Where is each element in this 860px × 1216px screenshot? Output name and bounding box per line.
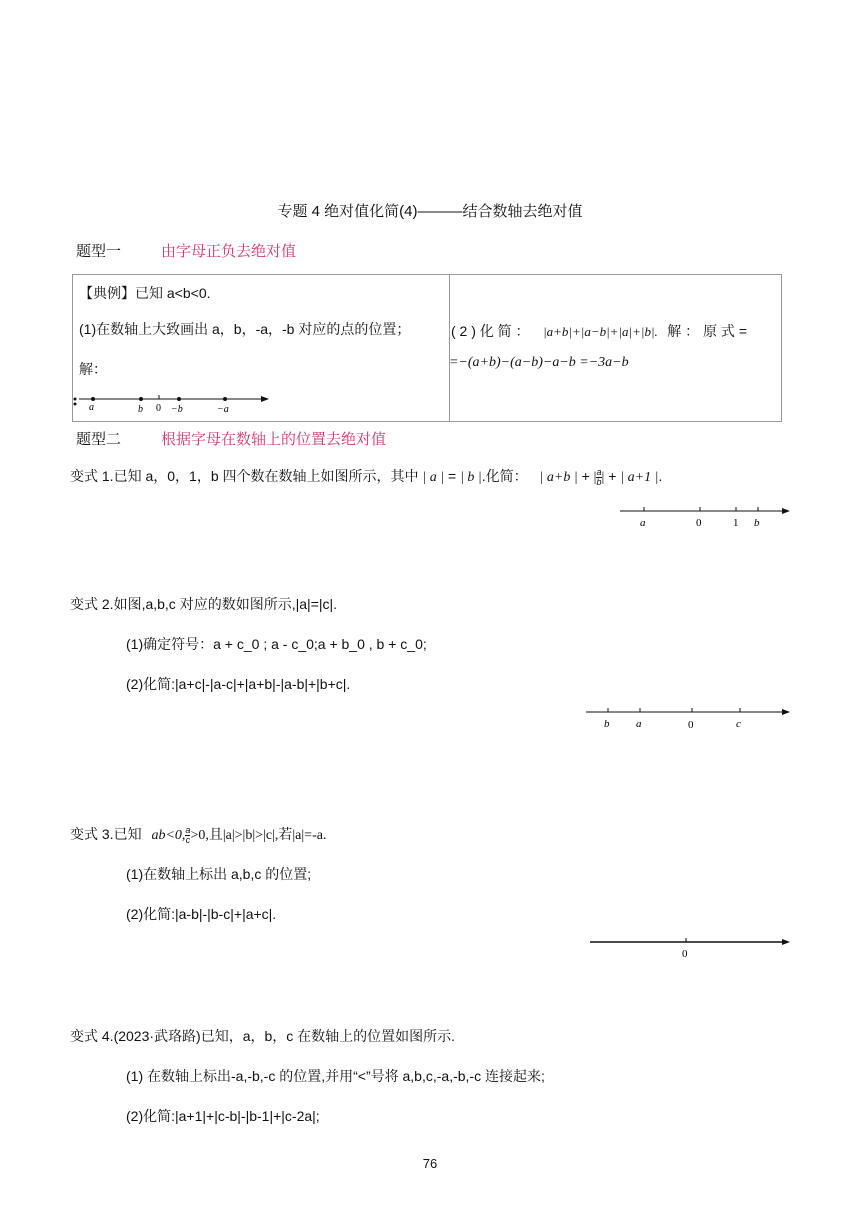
label-a: a	[640, 517, 646, 529]
variant-3-q1: (1)在数轴上标出 a,b,c 的位置;	[126, 866, 312, 882]
label-b: b	[754, 517, 760, 529]
v3-text-a: 变式 3.已知	[70, 826, 142, 842]
v1-period: .	[658, 468, 663, 484]
number-line-v3	[590, 934, 792, 962]
v1-expr-3: | a+1 |	[620, 470, 659, 485]
axis-arrow	[782, 508, 790, 514]
example-line-1: 【典例】已知 a<b<0.	[79, 285, 211, 301]
label-c: c	[736, 718, 741, 730]
example-line-2: (1)在数轴上大致画出 a，b，-a，-b 对应的点的位置；	[79, 321, 411, 337]
axis-arrow	[782, 709, 790, 715]
section-text: 根据字母在数轴上的位置去绝对值	[161, 431, 387, 448]
v1-expr-1: | a+b |	[539, 470, 578, 485]
v1-text-b: .化简：	[481, 468, 528, 484]
axis-dot	[74, 403, 77, 406]
example-right-line-1	[451, 321, 775, 341]
variant-3-text	[70, 824, 326, 845]
axis-arrow	[782, 939, 790, 945]
point-neg-a	[223, 397, 227, 401]
frac-denominator: b	[596, 476, 602, 487]
label-zero: 0	[156, 403, 161, 414]
section-label: 题型二	[76, 431, 122, 448]
point-b	[139, 397, 143, 401]
box-divider	[449, 275, 450, 421]
v3-expr-ab: ab<0,	[151, 828, 186, 843]
label-b: b	[604, 718, 610, 730]
v1-plus: +	[608, 468, 617, 484]
right-expr: |a+b|+|a−b|+|a|+|b|.	[543, 324, 658, 339]
variant-1-text: 变式 1.已知 a，0，1，b 四个数在数轴上如图所示，其中 | a | = | b |.化简： | a+b | + | $\frac{a}{b}$ | + | a+1 |.	[70, 466, 663, 487]
v1-eq: =	[447, 468, 457, 484]
frac-denominator: c	[185, 834, 191, 845]
section-label: 题型一	[76, 243, 122, 260]
variant-2-q1: (1)确定符号：a + c_0 ; a - c_0;a + b_0 , b + c_0;	[126, 636, 427, 652]
label-one: 1	[733, 517, 739, 529]
frac-numerator: a	[185, 824, 191, 835]
section-heading-2	[76, 428, 386, 449]
label-zero: 0	[688, 719, 694, 731]
label-zero: 0	[696, 517, 702, 529]
label-a: a	[89, 402, 94, 413]
point-a	[91, 397, 95, 401]
section-heading-1	[76, 240, 296, 261]
variant-4-q1: (1) 在数轴上标出-a,-b,-c 的位置,并用“<”号将 a,b,c,-a,-b,-c 连接起来;	[126, 1068, 545, 1084]
right-prefix: ( 2 ) 化 简 ：	[451, 323, 530, 339]
v1-text-a: 变式 1.已知 a，0，1，b 四个数在数轴上如图所示，其中	[70, 468, 419, 484]
v1-abs-b: | b |	[460, 470, 482, 485]
number-line-example	[73, 385, 273, 417]
variant-4-text: 变式 4.(2023·武珞路)已知，a，b，c 在数轴上的位置如图所示.	[70, 1028, 456, 1044]
label-b: b	[138, 404, 143, 415]
label-neg-b: −b	[171, 404, 183, 415]
variant-2-text: 变式 2.如图,a,b,c 对应的数如图所示,|a|=|c|.	[70, 596, 337, 612]
label-zero: 0	[682, 948, 688, 960]
right-suffix: 解 ： 原 式 =	[667, 323, 747, 339]
section-text: 由字母正负去绝对值	[161, 243, 297, 260]
axis-arrow	[261, 396, 269, 402]
point-neg-b	[177, 397, 181, 401]
v3-text-b: >0,且|a|>|b|>|c|,若|a|=-a.	[190, 828, 327, 843]
page-number: 76	[422, 1156, 438, 1171]
variant-4-q2: (2)化简:|a+1|+|c-b|-|b-1|+|c-2a|;	[126, 1108, 320, 1124]
v1-abs-a: | a |	[422, 470, 445, 485]
number-line-v1	[620, 502, 792, 532]
variant-2-q2: (2)化简:|a+c|-|a-c|+|a+b|-|a-b|+|b+c|.	[126, 676, 351, 692]
label-a: a	[636, 718, 642, 730]
variant-3-q2: (2)化简:|a-b|-|b-c|+|a+c|.	[126, 906, 277, 922]
axis-dot	[74, 398, 77, 401]
label-neg-a: −a	[217, 404, 229, 415]
example-right-line-2: =−(a+b)−(a−b)−a−b =−3a−b	[449, 355, 629, 370]
page-title: 专题 4 绝对值化简(4)———结合数轴去绝对值	[277, 203, 583, 220]
number-line-v2	[586, 702, 792, 732]
frac-numerator: a	[596, 466, 602, 477]
example-line-3: 解：	[79, 361, 107, 377]
v1-plus: +	[581, 468, 590, 484]
example-box	[72, 274, 782, 422]
